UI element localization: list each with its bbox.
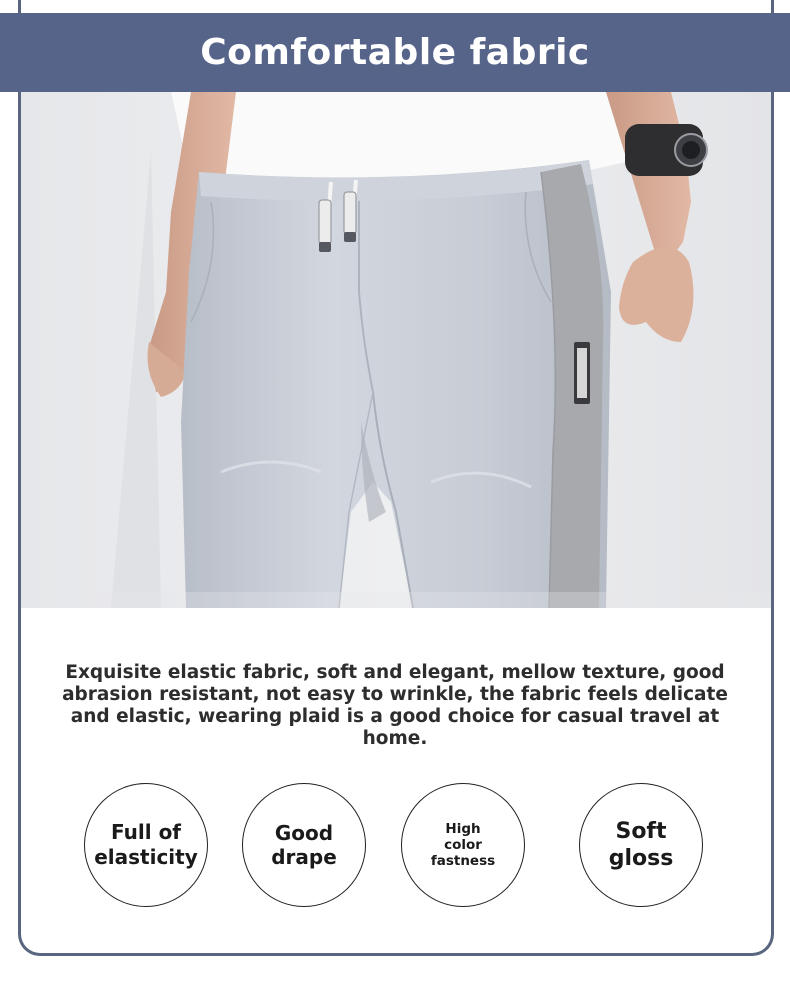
fabric-description: Exquisite elastic fabric, soft and elegant, mellow texture, good abrasion resistant, not easy to wrinkle, the fabric feels delicate and elastic, wearing plaid is a good choice for casual travel at home. xyxy=(62,662,728,749)
feature-badge-elasticity xyxy=(84,783,208,907)
feature-label: Full of elasticity xyxy=(94,820,198,869)
title-banner xyxy=(0,13,790,92)
feature-badge-soft-gloss xyxy=(579,783,703,907)
feature-label: High color fastness xyxy=(430,821,496,869)
banner-title: Comfortable fabric xyxy=(200,32,590,73)
product-photo xyxy=(21,92,771,608)
feature-label: Good drape xyxy=(271,821,337,869)
pants-illustration xyxy=(21,92,771,608)
feature-badge-drape xyxy=(242,783,366,907)
feature-badges xyxy=(0,783,790,909)
feature-label: Soft gloss xyxy=(608,819,674,871)
feature-badge-color-fastness xyxy=(401,783,525,907)
